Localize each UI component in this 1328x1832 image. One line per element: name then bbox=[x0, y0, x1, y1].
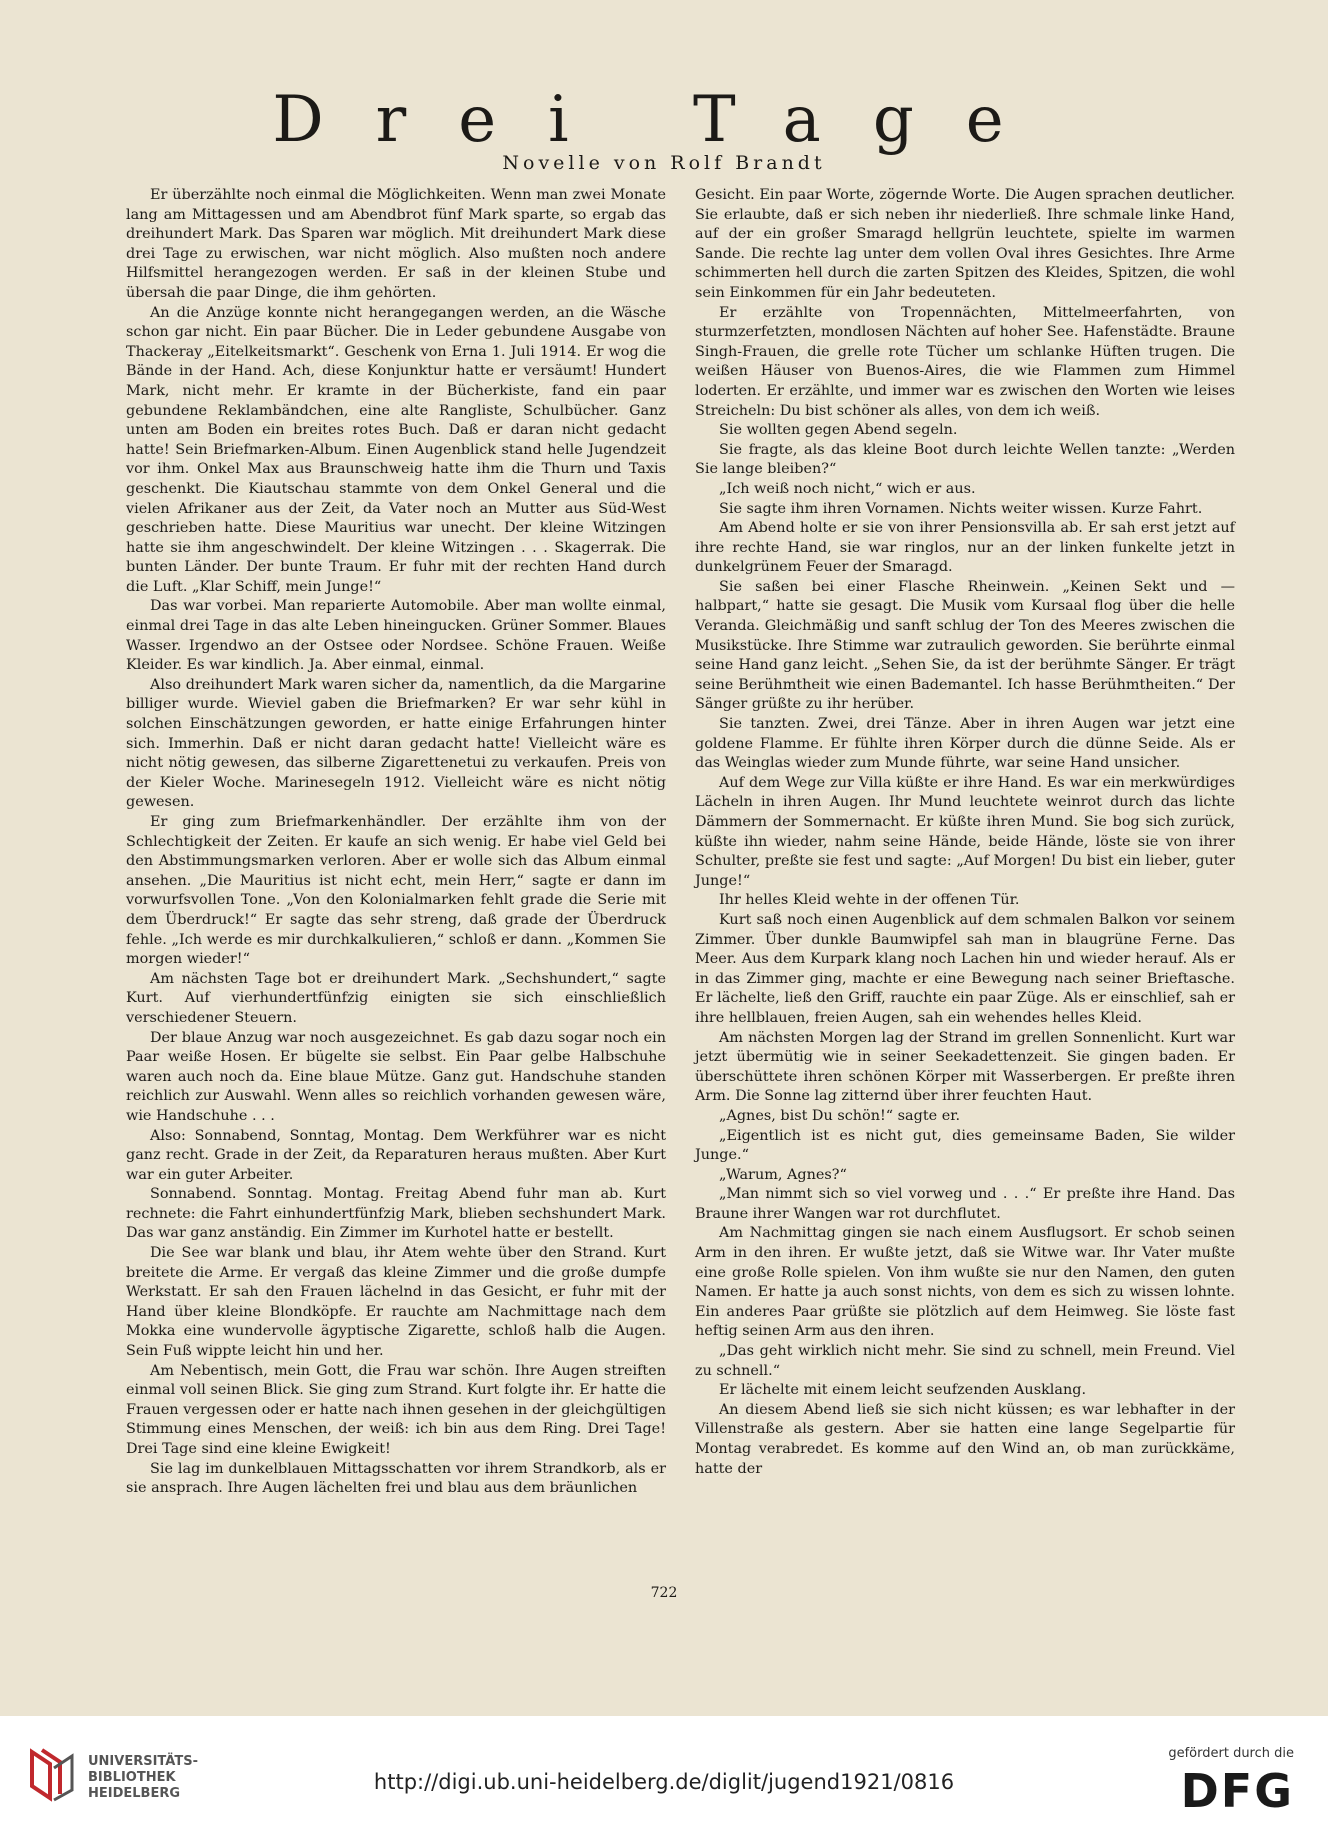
paragraph: Der blaue Anzug war noch ausgezeichnet. Es gab dazu sogar noch ein Paar weiße Hosen. Er bügelte sie selbst. Ein Paar gelbe Halbschuhe waren auch noch da. Eine blaue Mütze. Ganz gut. Handschuhe standen reichlich zur Auswahl. Wenn alles so reichlich vorhanden gewesen wäre, wie Handschuhe . . . bbox=[126, 1029, 666, 1124]
paragraph: Sie fragte, als das kleine Boot durch leichte Wellen tanzte: „Werden Sie lange bleiben?“ bbox=[695, 441, 1235, 478]
paragraph: Sie lag im dunkelblauen Mittagsschatten vor ihrem Strandkorb, als er sie ansprach. Ihre Augen lächelten frei und blau aus dem bräunlichen bbox=[126, 1460, 666, 1497]
library-name: UNIVERSITÄTS- BIBLIOTHEK HEIDELBERG bbox=[88, 1754, 198, 1801]
paragraph: Die See war blank und blau, ihr Atem wehte über den Strand. Kurt breitete die Arme. Er vergaß das kleine Zimmer und die große dumpfe Werkstatt. Er sah den Frauen lächelnd in das Gesicht, er fuhr mit der Hand über kleine Blondköpfe. Er rauchte am Nachmittage nach dem Mokka eine wundervolle ägyptische Zigarette, schloß halb die Augen. Sein Fuß wippte leicht hin und her. bbox=[126, 1245, 666, 1360]
paragraph: Er erzählte von Tropennächten, Mittelmeerfahrten, von sturmzerfetzten, mondlosen Nächten auf hoher See. Hafenstädte. Braune Singh-Frauen, die grelle rote Tücher um schlanke Hüften trugen. Die weißen Häuser von Buenos-Aires, die wie Flammen zum Himmel loderten. Er erzählte, und immer war es zwischen den Worten wie leises Streicheln: Du bist schöner als alles, von dem ich weiß. bbox=[695, 304, 1235, 419]
paragraph: „Warum, Agnes?“ bbox=[719, 1166, 847, 1183]
paragraph: Also dreihundert Mark waren sicher da, namentlich, da die Margarine billiger wurde. Wieviel gaben die Briefmarken? Er war sehr kühl in solchen Einschätzungen geworden, er hatte einige Erfahrungen hinter sich. Immerhin. Daß er nicht daran gedacht hatte! Vielleicht wäre es nicht nötig gewesen, das silberne Zigarettenetui zu verkaufen. Preis von der Kieler Woche. Marinesegeln 1912. Vielleicht wäre es nicht nötig gewesen. bbox=[126, 676, 666, 811]
paragraph: An diesem Abend ließ sie sich nicht küssen; es war lebhafter in der Villenstraße als gestern. Aber sie hatten eine lange Segelpartie für Montag verabredet. Es komme auf den Wind an, ob man zurückkäme, hatte der bbox=[695, 1401, 1235, 1477]
page-number: 722 bbox=[650, 1585, 678, 1601]
paragraph: Er ging zum Briefmarkenhändler. Der erzählte ihm von der Schlechtigkeit der Zeiten. Er kaufe an sich wenig. Er habe viel Geld bei den Abstimmungsmarken verloren. Aber er wolle sich das Album einmal ansehen. „Die Mauritius ist nicht echt, mein Herr,“ sagte er dann im vorwurfsvollen Tone. „Von den Kolonialmarken fehlt grade die Serie mit dem Überdruck!“ Er sagte das sehr streng, daß grade der Überdruck fehle. „Ich werde es mir durchkalkulieren,“ schloß er dann. „Kommen Sie morgen wieder!“ bbox=[126, 814, 666, 968]
paragraph: Er lächelte mit einem leicht seufzenden Ausklang. bbox=[719, 1382, 1087, 1399]
paragraph: „Das geht wirklich nicht mehr. Sie sind zu schnell, mein Freund. Viel zu schnell.“ bbox=[695, 1343, 1235, 1379]
paragraph: Am Abend holte er sie von ihrer Pensionsvilla ab. Er sah erst jetzt auf ihre rechte Hand, sie war ringlos, nur an der linken funkelte jetzt in dunkelgrünem Feuer der Smaragd. bbox=[695, 520, 1235, 576]
paragraph: Auf dem Wege zur Villa küßte er ihre Hand. Es war ein merkwürdiges Lächeln in ihren Augen. Ihr Mund leuchtete weinrot durch das lichte Dämmern der Sommernacht. Er küßte ihren Mund. Sie bog sich zurück, küßte ihn wieder, nahm seine Hände, beide Hände, löste sie von ihrer Schulter, preßte sie fest und sagte: „Auf Morgen! Du bist ein lieber, guter Junge!“ bbox=[695, 774, 1235, 889]
paragraph: Ihr helles Kleid wehte in der offenen Tür. bbox=[719, 892, 1020, 909]
source-url-link[interactable]: http://digi.ub.uni-heidelberg.de/diglit/jugend1921/0816 bbox=[373, 1770, 955, 1794]
text-column-right bbox=[695, 186, 1235, 1479]
paragraph: Am nächsten Morgen lag der Strand im grellen Sonnenlicht. Kurt war jetzt übermütig wie in seiner Seekadettenzeit. Sie gingen baden. Er überschüttete ihren schönen Körper mit Wasserbergen. Er preßte ihren Arm. Die Sonne lag zitternd über ihrer feuchten Haut. bbox=[695, 1029, 1235, 1105]
paragraph: Am nächsten Tage bot er dreihundert Mark. „Sechshundert,“ sagte Kurt. Auf vierhundertfünfzig einigten sie sich einschließlich verschiedener Steuern. bbox=[126, 970, 666, 1026]
funded-by-label: gefördert durch die bbox=[1168, 1746, 1294, 1761]
paragraph: „Agnes, bist Du schön!“ sagte er. bbox=[719, 1107, 961, 1124]
dfg-logo: DFG bbox=[1180, 1764, 1294, 1818]
paragraph: „Man nimmt sich so viel vorweg und . . .“ Er preßte ihre Hand. Das Braune ihrer Wangen war rot durchflutet. bbox=[695, 1186, 1235, 1222]
paragraph: Sie saßen bei einer Flasche Rheinwein. „Keinen Sekt und — halbpart,“ hatte sie gesagt. Die Musik vom Kursaal flog über die helle Veranda. Gleichmäßig und sanft schlug der Ton des Meeres zwischen die Musikstücke. Ihre Stimme war zutraulich geworden. Sie berührte einmal seine Hand ganz leicht. „Sehen Sie, da ist der berühmte Sänger. Er trägt seine Berühmtheit wie einen Bademantel. Ich hasse Berühmtheiten.“ Der Sänger grüßte zu ihr herüber. bbox=[695, 578, 1235, 713]
paragraph: Das war vorbei. Man reparierte Automobile. Aber man wollte einmal, einmal drei Tage in das alte Leben hineingucken. Grüner Sommer. Blaues Wasser. Irgendwo an der Ostsee oder Nordsee. Schöne Frauen. Weiße Kleider. Es war kindlich. Ja. Aber einmal, einmal. bbox=[126, 598, 666, 674]
paragraph: Am Nebentisch, mein Gott, die Frau war schön. Ihre Augen streiften einmal voll seinen Blick. Sie ging zum Strand. Kurt folgte ihr. Er hatte die Frauen vergessen oder er hatte nach ihnen gesehen in der gleichgültigen Stimmung eines Menschen, der weiß: ich bin aus dem Ring. Drei Tage! Drei Tage sind eine kleine Ewigkeit! bbox=[126, 1362, 666, 1457]
paragraph: „Eigentlich ist es nicht gut, dies gemeinsame Baden, Sie wilder Junge.“ bbox=[695, 1127, 1235, 1164]
paragraph: Gesicht. Ein paar Worte, zögernde Worte. Die Augen sprachen deutlicher. Sie erlaubte, daß er sich neben ihr niederließ. Ihre schmale linke Hand, auf der ein großer Smaragd hellgrün leuchtete, spielte im warmen Sande. Die rechte lag unter dem vollen Oval ihres Gesichtes. Ihre Arme schimmerten hell durch die zarten Spitzen des Kleides, Spitzen, die wohl sein Einkommen für ein Jahr bedeuteten. bbox=[695, 187, 1235, 301]
paragraph: Am Nachmittag gingen sie nach einem Ausflugsort. Er schob seinen Arm in den ihren. Er wußte jetzt, daß sie Witwe war. Ihr Vater mußte eine große Rolle spielen. Von ihm wußte sie nur den Namen, den guten Namen. Er hatte ja auch sonst nichts, von dem es sich zu wissen lohnte. Ein anderes Paar grüßte sie plötzlich auf dem Heimweg. Sie löste fast heftig seinen Arm aus den ihren. bbox=[695, 1225, 1235, 1340]
paragraph: Er überzählte noch einmal die Möglichkeiten. Wenn man zwei Monate lang am Mittagessen und am Abendbrot fünf Mark sparte, so ergab das dreihundert Mark. Das Sparen war möglich. Mit dreihundert Mark diese drei Tage zu erwischen, war nicht möglich. Also mußten noch andere Hilfsmittel herangezogen werden. Er saß in der kleinen Stube und übersah die paar Dinge, die ihm gehörten. bbox=[126, 187, 666, 301]
paragraph: Kurt saß noch einen Augenblick auf dem schmalen Balkon vor seinem Zimmer. Über dunkle Baumwipfel sah man in blaugrüne Ferne. Das Meer. Aus dem Kurpark klang noch Lachen hin und wieder herauf. Als er in das Zimmer ging, machte er eine Bewegung nach seiner Brieftasche. Er lächelte, ließ den Griff, rauchte ein paar Züge. Als er einschlief, sah er ihre hellblauen, freien Augen, sah ein wehendes helles Kleid. bbox=[695, 911, 1235, 1026]
paragraph: Also: Sonnabend, Sonntag, Montag. Dem Werkführer war es nicht ganz recht. Grade in der Zeit, da Reparaturen heraus mußten. Aber Kurt war ein guter Arbeiter. bbox=[126, 1127, 666, 1183]
paragraph: „Ich weiß noch nicht,“ wich er aus. bbox=[719, 480, 976, 497]
paragraph: An die Anzüge konnte nicht herangegangen werden, an die Wäsche schon gar nicht. Ein paar Bücher. Die in Leder gebundene Ausgabe von Thackeray „Eitelkeitsmarkt“. Geschenk von Erna 1. Juli 1914. Er wog die Bände in der Hand. Ach, diese Konjunktur hatte er versäumt! Hundert Mark, nicht mehr. Er kramte in der Bücherkiste, fand ein paar gebundene Reklambändchen, eine alte Rangliste, Schulbücher. Ganz unten am Boden ein breites rotes Buch. Daß er daran nicht gedacht hatte! Sein Briefmarken-Album. Einen Augenblick stand helle Jugendzeit vor ihm. Onkel Max aus Braunschweig hatte ihm die Thurn und Taxis geschenkt. Die Kiautschau stammte von dem Onkel General und die vielen Afrikaner aus der Zeit, da Vater noch an Mutter aus Süd-West geschrieben hatte. Diese Mauritius war unecht. Der kleine Witzingen hatte sie ihm angeschwindelt. Der kleine Witzingen . . . Skagerrak. Die bunten Länder. Der bunte Traum. Er fuhr mit der rechten Hand durch die Luft. „Klar Schiff, mein Junge!“ bbox=[126, 304, 666, 595]
paragraph: Sonnabend. Sonntag. Montag. Freitag Abend fuhr man ab. Kurt rechnete: die Fahrt einhundertfünfzig Mark, blieben sechshundert Mark. Das war ganz anständig. Ein Zimmer im Kurhotel hatte er bestellt. bbox=[126, 1186, 666, 1242]
text-column-left bbox=[126, 186, 666, 1499]
article-subtitle: Novelle von Rolf Brandt bbox=[502, 152, 826, 174]
footer-bar bbox=[0, 1716, 1328, 1832]
paragraph: Sie wollten gegen Abend segeln. bbox=[719, 422, 958, 439]
article-title: Drei Tage bbox=[272, 83, 1056, 157]
paragraph: Sie tanzten. Zwei, drei Tänze. Aber in ihren Augen war jetzt eine goldene Flamme. Er fühlte ihren Körper durch die dünne Seide. Als er das Weinglas wieder zum Munde führte, war seine Hand unsicher. bbox=[695, 716, 1235, 772]
paragraph: Sie sagte ihm ihren Vornamen. Nichts weiter wissen. Kurze Fahrt. bbox=[719, 500, 1203, 517]
